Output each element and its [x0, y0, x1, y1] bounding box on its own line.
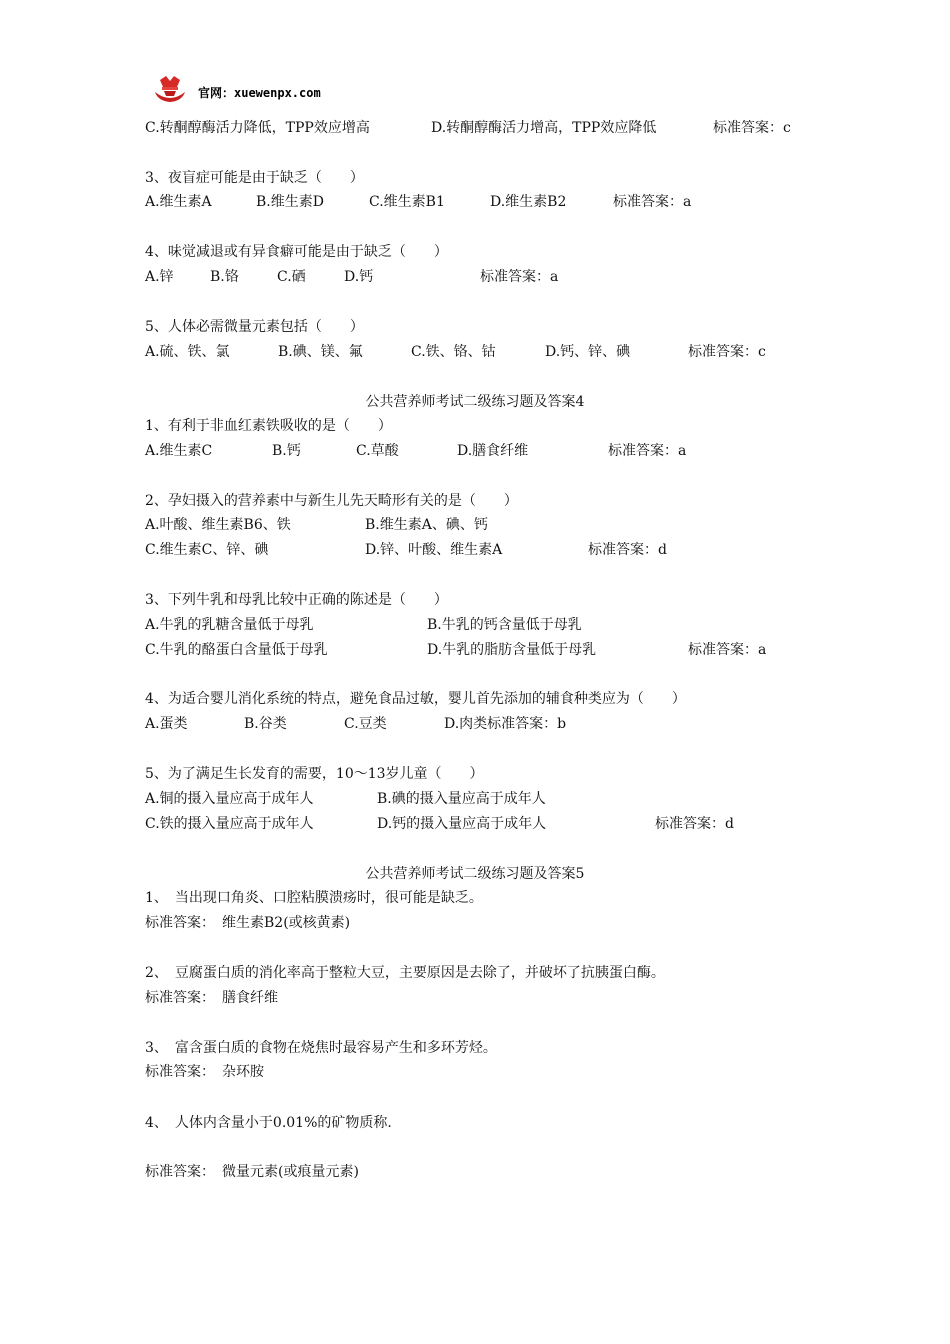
option-a: A.维生素C — [145, 443, 213, 459]
option-d: D.转酮醇酶活力增高，TPP效应降低 — [431, 120, 657, 136]
option-b: B.维生素A、碘、钙 — [365, 517, 488, 533]
s4-q2-options-row-1 — [145, 516, 488, 534]
option-b: B.碘的摄入量应高于成年人 — [377, 791, 546, 807]
option-c: C.铁、铬、钴 — [411, 344, 496, 360]
answer-label: 标准答案：c — [713, 120, 791, 136]
option-b: B.牛乳的钙含量低于母乳 — [427, 617, 582, 633]
option-c: C.牛乳的酪蛋白含量低于母乳 — [145, 642, 328, 658]
option-a: A.铜的摄入量应高于成年人 — [145, 791, 314, 807]
option-a: A.蛋类 — [145, 716, 188, 732]
s4-q2-question: 2、孕妇摄入的营养素中与新生儿先天畸形有关的是（ ） — [145, 493, 518, 509]
s5-q4-question: 4、 人体内含量小于0.01%的矿物质称. — [145, 1115, 392, 1131]
section-4-title: 公共营养师考试二级练习题及答案4 — [365, 394, 585, 410]
option-a: A.牛乳的乳糖含量低于母乳 — [145, 617, 314, 633]
s4-q3-options-row-2 — [145, 641, 767, 659]
s4-q2-options-row-2 — [145, 541, 667, 559]
option-a: A.叶酸、维生素B6、铁 — [145, 517, 291, 533]
xuewen-logo-icon — [152, 74, 188, 104]
s4-q1-options-row — [145, 442, 687, 460]
option-b: B.铬 — [210, 269, 239, 285]
option-d: D.维生素B2 — [490, 194, 567, 210]
answer-label: 标准答案：a — [613, 194, 692, 210]
s4-q1-question: 1、有利于非血红素铁吸收的是（ ） — [145, 418, 392, 434]
option-b: B.维生素D — [256, 194, 324, 210]
section-5-title: 公共营养师考试二级练习题及答案5 — [365, 866, 585, 882]
answer-label: 标准答案：d — [655, 816, 734, 832]
option-b: B.碘、镁、氟 — [278, 344, 363, 360]
option-b: B.谷类 — [244, 716, 287, 732]
option-b: B.钙 — [272, 443, 301, 459]
option-a: A.维生素A — [145, 194, 212, 210]
option-d: D.牛乳的脂肪含量低于母乳 — [427, 642, 597, 658]
option-a: A.锌 — [145, 269, 174, 285]
q2-options-cd-row — [145, 119, 791, 137]
option-c: C.豆类 — [344, 716, 387, 732]
s4-q3-options-row-1 — [145, 616, 582, 634]
s5-q1-answer: 标准答案： 维生素B2(或核黄素) — [145, 915, 351, 931]
option-a: A.硫、铁、氯 — [145, 344, 230, 360]
option-c: C.硒 — [277, 269, 306, 285]
option-d: D.膳食纤维 — [457, 443, 529, 459]
option-c: C.草酸 — [356, 443, 399, 459]
site-url-label: 官网：xuewenpx.com — [198, 86, 321, 100]
s5-q1-question: 1、 当出现口角炎、口腔粘膜溃疡时，很可能是缺乏。 — [145, 890, 483, 906]
option-c: C.转酮醇酶活力降低，TPP效应增高 — [145, 120, 370, 136]
s4-q5-options-row-1 — [145, 790, 546, 808]
q4-question: 4、味觉减退或有异食癖可能是由于缺乏（ ） — [145, 244, 448, 260]
s5-q2-question: 2、 豆腐蛋白质的消化率高于整粒大豆，主要原因是去除了，并破坏了抗胰蛋白酶。 — [145, 965, 665, 981]
option-d: D.锌、叶酸、维生素A — [365, 542, 503, 558]
s4-q5-options-row-2 — [145, 815, 734, 833]
answer-label: 标准答案：c — [688, 344, 766, 360]
s4-q4-question: 4、为适合婴儿消化系统的特点，避免食品过敏，婴儿首先添加的辅食种类应为（ ） — [145, 691, 686, 707]
s4-q4-options-row — [145, 715, 567, 733]
q5-options-row — [145, 343, 766, 361]
answer-label: 标准答案：d — [588, 542, 667, 558]
answer-label: 标准答案：a — [608, 443, 687, 459]
answer-label: 标准答案：a — [688, 642, 767, 658]
option-d: D.钙的摄入量应高于成年人 — [377, 816, 547, 832]
q3-options-row — [145, 193, 692, 211]
option-d-answer: D.肉类标准答案：b — [444, 716, 567, 732]
s5-q4-answer: 标准答案： 微量元素(或痕量元素) — [145, 1164, 359, 1180]
s4-q5-question: 5、为了满足生长发育的需要，10～13岁儿童（ ） — [145, 766, 484, 782]
q4-options-row — [145, 268, 559, 286]
s5-q3-question: 3、 富含蛋白质的食物在烧焦时最容易产生和多环芳烃。 — [145, 1040, 497, 1056]
option-d: D.钙、锌、碘 — [545, 344, 631, 360]
s4-q3-question: 3、下列牛乳和母乳比较中正确的陈述是（ ） — [145, 592, 448, 608]
answer-label: 标准答案：a — [480, 269, 559, 285]
option-c: C.铁的摄入量应高于成年人 — [145, 816, 314, 832]
option-c: C.维生素C、锌、碘 — [145, 542, 269, 558]
option-d: D.钙 — [344, 269, 374, 285]
option-c: C.维生素B1 — [369, 194, 445, 210]
s5-q3-answer: 标准答案： 杂环胺 — [145, 1064, 264, 1080]
q3-question: 3、夜盲症可能是由于缺乏（ ） — [145, 170, 364, 186]
q5-question: 5、人体必需微量元素包括（ ） — [145, 319, 364, 335]
s5-q2-answer: 标准答案： 膳食纤维 — [145, 990, 278, 1006]
